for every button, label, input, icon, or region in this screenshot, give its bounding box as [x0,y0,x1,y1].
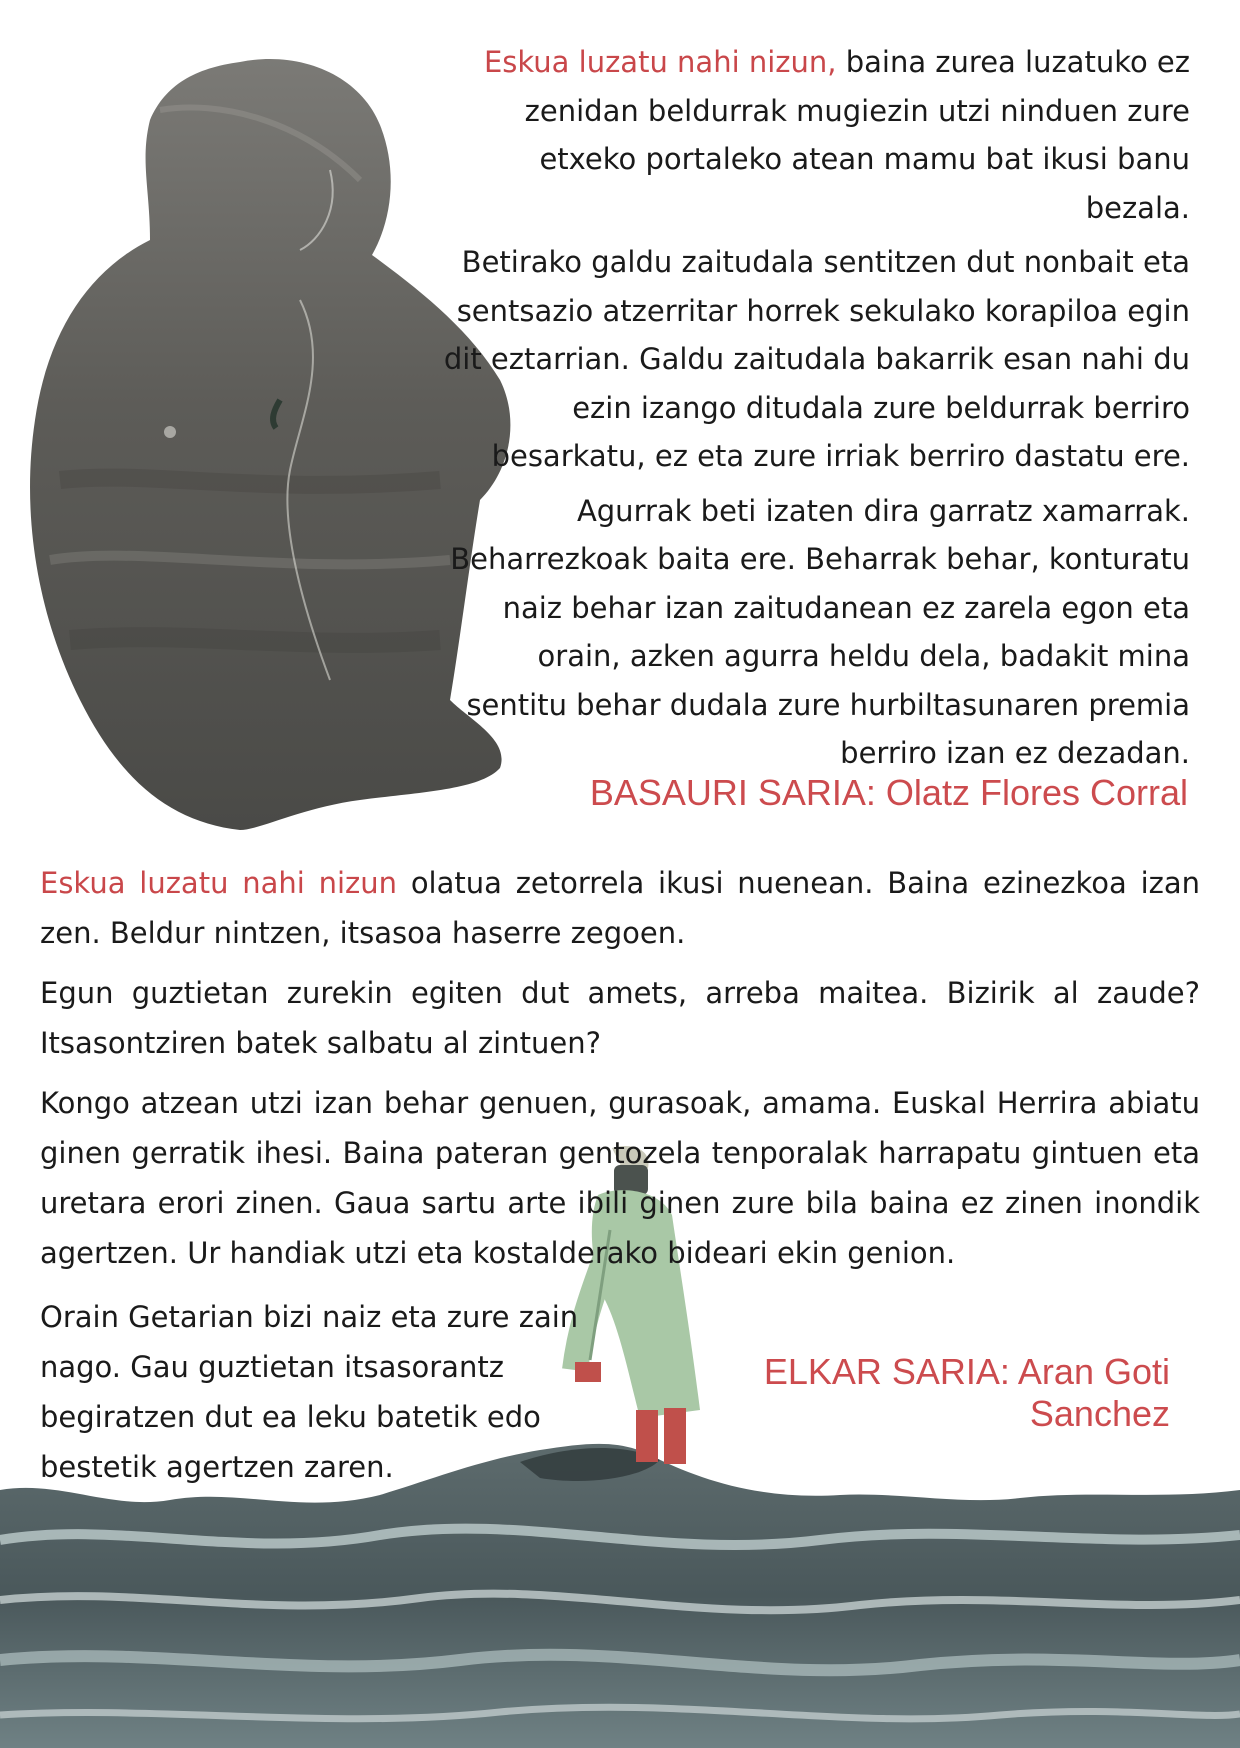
story2-closing [40,1292,580,1492]
story2-lead-phrase: Eskua luzatu nahi nizun [40,866,398,900]
story2-paragraph-1-text: olatua zetorrela ikusi nuenean. Baina ezinezkoa izan zen. Beldur nintzen, itsasoa haserre zegoen. [40,866,1200,950]
story-elkar [40,858,1200,1288]
story2-paragraph-4: Orain Getarian bizi naiz eta zure zain nago. Gau guztietan itsasorantz begiratzen dut ea leku batetik edo bestetik agertzen zaren. [40,1300,579,1484]
story-basauri [430,38,1190,784]
story2-paragraph-3: Kongo atzean utzi izan behar genuen, gurasoak, amama. Euskal Herrira abiatu ginen gerratik ihesi. Baina pateran gentozela tenporalak harrapatu gintuen eta uretara erori zinen. Gaua sartu arte ibili ginen zure bila baina ez zinen inondik agertzen. Ur handiak utzi eta kostalderako bideari ekin genion. [40,1086,1200,1270]
story2-paragraph-1 [40,858,1200,958]
story2-paragraph-2: Egun guztietan zurekin egiten dut amets, arreba maitea. Bizirik al zaude? Itsasontziren batek salbatu al zintuen? [40,976,1200,1060]
story1-paragraph-1-text: baina zurea luzatuko ez zenidan beldurrak mugiezin utzi ninduen zure etxeko portaleko atean mamu bat ikusi banu bezala. [524,45,1190,225]
story1-lead-phrase: Eskua luzatu nahi nizun, [483,45,837,79]
award-elkar: ELKAR SARIA: Aran Goti Sanchez [763,1351,1170,1434]
award-basauri: BASAURI SARIA: Olatz Flores Corral [589,772,1188,813]
story1-paragraph-3: Agurrak beti izaten dira garratz xamarrak. Beharrezkoak baita ere. Beharrak behar, konturatu naiz behar izan zaitudanean ez zarela egon eta orain, azken agurra heldu dela, badakit mina sentitu behar dudala zure hurbiltasunaren premia berriro izan ez dezadan. [450,493,1190,770]
story1-paragraph-2: Betirako galdu zaitudala sentitzen dut nonbait eta sentsazio atzerritar horrek sekulako korapiloa egin dit eztarrian. Galdu zaitudala bakarrik esan nahi du ezin izango ditudala zure beldurrak berriro besarkatu, ez eta zure irriak berriro dastatu ere. [443,245,1190,473]
story1-paragraph-1 [430,38,1190,232]
